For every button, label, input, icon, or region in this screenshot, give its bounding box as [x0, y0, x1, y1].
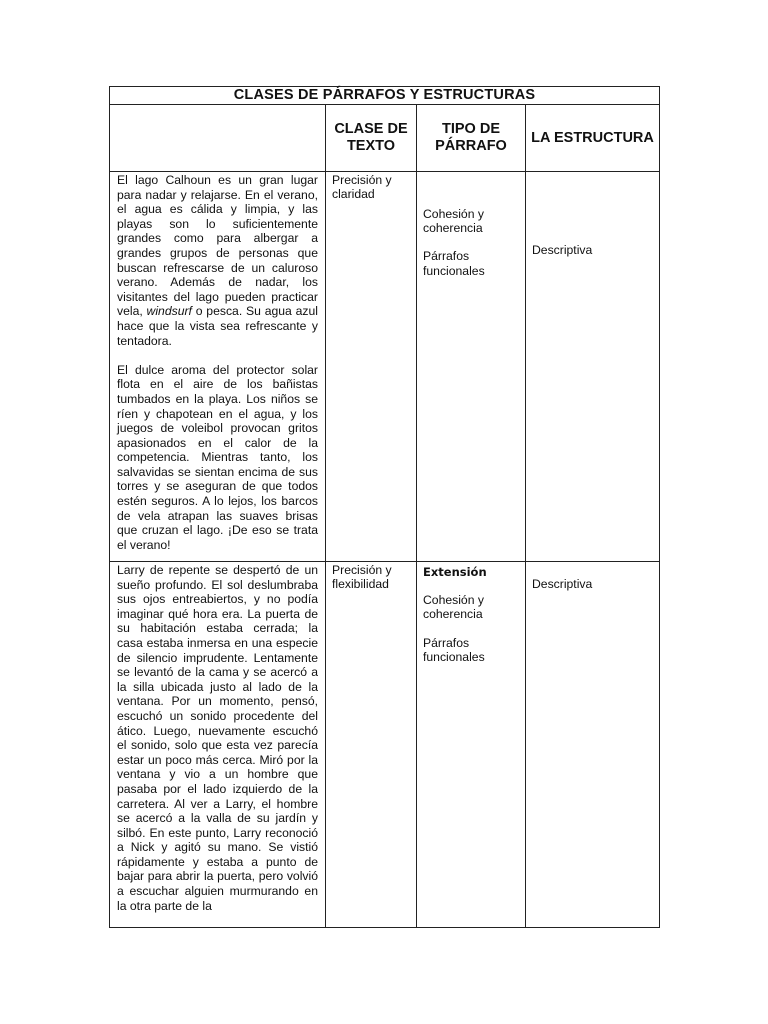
tipo-value: Cohesión y coherencia	[423, 207, 484, 236]
italic-word: windsurf	[146, 304, 192, 319]
estructura-value: Descriptiva	[532, 243, 593, 257]
table-title: CLASES DE PÁRRAFOS Y ESTRUCTURAS	[110, 87, 660, 105]
tipo-value: Cohesión y coherencia	[423, 593, 484, 622]
paragraph-text: El dulce aroma del protector solar flota en el aire de los bañistas tumbados en la playa. Los niños se ríen y chapotean en el agua, y los juegos de voleibol provocan gritos apasionados en el calor de la competencia. Mientras tanto, los salvavidas se sientan encima de sus torres y se aseguran de que todos estén seguros. A lo lejos, los barcos de vela atrapan las suaves brisas que cruzan el lago. ¡De eso se trata el verano!	[117, 362, 318, 552]
header-tipo-de-parrafo: TIPO DE PÁRRAFO	[417, 105, 526, 172]
header-clase-de-texto: CLASE DE TEXTO	[326, 105, 417, 172]
tipo-cell	[417, 562, 526, 928]
tipo-heading: Extensión	[423, 565, 487, 579]
paragraph-text: Larry de repente se despertó de un sueño profundo. El sol deslumbraba sus ojos entreabiertos, y no podía imaginar qué hora era. La puerta de su habitación estaba cerrada; la casa estaba inmersa en una especie de silencio imprudente. Lentamente se levantó de la cama y se acercó a la silla ubicada justo al lado de la ventana. Por un momento, pensó, escuchó un sonido procedente del ático. Luego, nuevamente escuchó el sonido, solo que esta vez parecía estar un poco más cerca. Miró por la ventana y vio a un hombre que pasaba por el lado izquierdo de la carretera. Al ver a Larry, el hombre se acercó a la valla de su jardín y silbó. En este punto, Larry reconoció a Nick y agitó su mano. Se vistió rápidamente y estaba a punto de bajar para abrir la puerta, pero volvió a escuchar alguien murmurando en la otra parte de la	[117, 563, 318, 913]
table-row	[110, 562, 660, 928]
clase-value: Precisión y flexibilidad	[332, 563, 392, 592]
clase-value: Precisión y claridad	[332, 173, 392, 202]
tipo-value: Párrafos funcionales	[423, 249, 485, 278]
text-cell	[110, 172, 326, 562]
clase-cell	[326, 172, 417, 562]
estructura-cell	[526, 562, 660, 928]
paragraph-text: El lago Calhoun es un gran lugar para nadar y relajarse. En el verano, el agua es cálida y limpia, y las playas son lo suficientemente grandes como para albergar a grandes grupos de personas que buscan refrescarse de un caluroso verano. Además de nadar, los visitantes del lago pueden practicar vela, windsurf o pesca. Su agua azul hace que la vista sea refrescante y tentadora.	[117, 173, 318, 348]
text-clip	[117, 563, 318, 927]
header-la-estructura: LA ESTRUCTURA	[526, 105, 660, 172]
paragraph-classes-table	[109, 86, 660, 928]
tipo-value: Párrafos funcionales	[423, 635, 485, 664]
estructura-value: Descriptiva	[532, 577, 593, 591]
tipo-cell	[417, 172, 526, 562]
table-row	[110, 172, 660, 562]
header-empty-cell	[110, 105, 326, 172]
clase-cell	[326, 562, 417, 928]
text-cell	[110, 562, 326, 928]
estructura-cell	[526, 172, 660, 562]
